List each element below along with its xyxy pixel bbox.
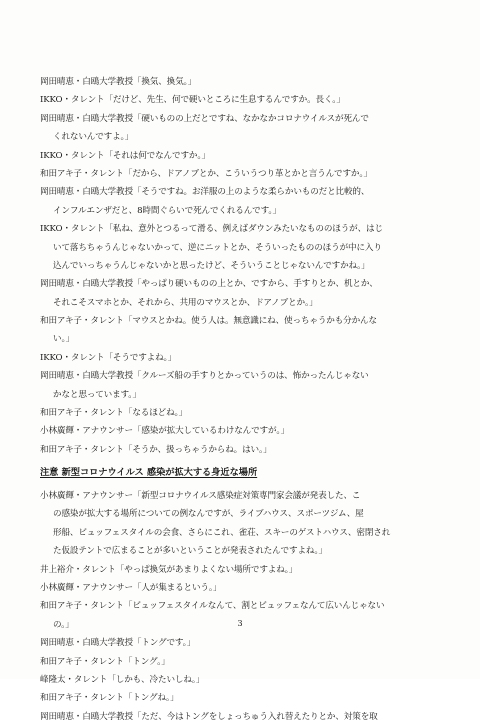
transcript-line: IKKO・タレント「そうですよね。」: [40, 352, 177, 363]
transcript-line: 岡田晴恵・白鴎大学教授「やっぱり硬いものの上とか、ですから、手すりとか、机とか、: [40, 279, 378, 290]
section-heading-wrap: [40, 464, 452, 482]
transcript-line: 和田アキ子・タレント「マウスとかね。使う人は。無意識にね、使っちゃうかも分かんな: [40, 316, 377, 327]
transcript-line: 込んでいっちゃうんじゃないかと思ったけど、そういうことじゃないんですかね。」: [53, 260, 370, 271]
dialogue-block-top: [40, 73, 452, 459]
transcript-line: IKKO・タレント「私ね、意外とつるって滑る、例えばダウンみたいなもののほうが、はじ: [40, 224, 383, 235]
transcript-line: 和田アキ子・タレント「なるほどね。」: [40, 408, 188, 419]
transcript-line: IKKO・タレント「だけど、先生、何で硬いところに生息するんですか。長く。」: [40, 95, 345, 106]
transcript-line: 和田アキ子・タレント「ビュッフェスタイルなんて、割とビュッフェなんて広いんじゃない: [40, 601, 385, 612]
transcript-line: インフルエンザだと、8時間ぐらいで死んでくれるんです。」: [53, 205, 281, 216]
transcript-line: くれないんですよ。」: [53, 132, 134, 143]
transcript-line: 和田アキ子・タレント「そうか、扱っちゃうからね。はい。」: [40, 444, 272, 455]
transcript-line: 形船、ビュッフェスタイルの会食、さらにこれ、雀荘、スキーのゲストハウス、密閉され: [53, 527, 391, 538]
transcript-line: 井上裕介・タレント「やっぱ換気があまりよくない場所ですよね。」: [40, 564, 298, 575]
transcript-line: それこそスマホとか、それから、共用のマウスとか、ドアノブとか。」: [53, 297, 318, 308]
transcript-line: 岡田晴恵・白鴎大学教授「換気、換気。」: [40, 77, 197, 87]
transcript-line: IKKO・タレント「それは何でなんですか。」: [40, 150, 210, 161]
transcript-line: の感染が拡大する場所についての例なんですが、ライブハウス、スポーツジム、屋: [53, 509, 364, 520]
transcript-line: いて落ちちゃうんじゃないかって、逆にニットとか、そういったもののほうが中に入り: [53, 242, 382, 253]
transcript-line: 岡田晴恵・白鴎大学教授「硬いものの上だとですね、なかなかコロナウイルスが死んで: [40, 113, 369, 124]
transcript-line: の。」: [53, 619, 74, 630]
transcript-line: い。」: [53, 334, 75, 345]
page-number: 3: [237, 619, 243, 628]
transcript-line: 小林廣輝・アナウンサー「新型コロナウイルス感染症対策専門家会議が発表した、こ: [40, 491, 361, 501]
transcript-line: 岡田晴恵・白鴎大学教授「そうですね。お洋服の上のような柔らかいものだと比較的、: [40, 187, 370, 198]
transcript-line: 峰隆太・タレント「しかも、冷たいしね。」: [40, 674, 205, 685]
transcript-line: た仮設テントで広まることが多いということが発表されたんですよね。」: [53, 546, 327, 557]
transcript-line: 和田アキ子・タレント「トングね。」: [40, 693, 179, 704]
transcript-line: 小林廣輝・アナウンサー「感染が拡大しているわけなんですが。」: [40, 426, 290, 437]
transcript-line: 和田アキ子・タレント「トング。」: [40, 656, 170, 667]
transcript-line: 岡田晴恵・白鴎大学教授「ただ、今はトングをしょっちゅう入れ替えたりとか、対策を取: [40, 711, 378, 722]
transcript-line: 岡田晴恵・白鴎大学教授「トングです。」: [40, 638, 196, 649]
dialogue-block-bottom: [40, 487, 452, 726]
transcript-line: 小林廣輝・アナウンサー「人が集まるという。」: [40, 582, 222, 593]
transcript-line: 岡田晴恵・白鴎大学教授「クルーズ船の手すりとかっていうのは、怖かったんじゃない: [40, 371, 369, 382]
transcript-line: かなと思っています。」: [53, 389, 141, 400]
section-heading: 注意 新型コロナウイルス 感染が拡大する身近な場所: [40, 467, 258, 478]
transcript-line: 和田アキ子・タレント「だから、ドアノブとか、こういうつり革とかと言うんですか。」: [40, 168, 372, 179]
